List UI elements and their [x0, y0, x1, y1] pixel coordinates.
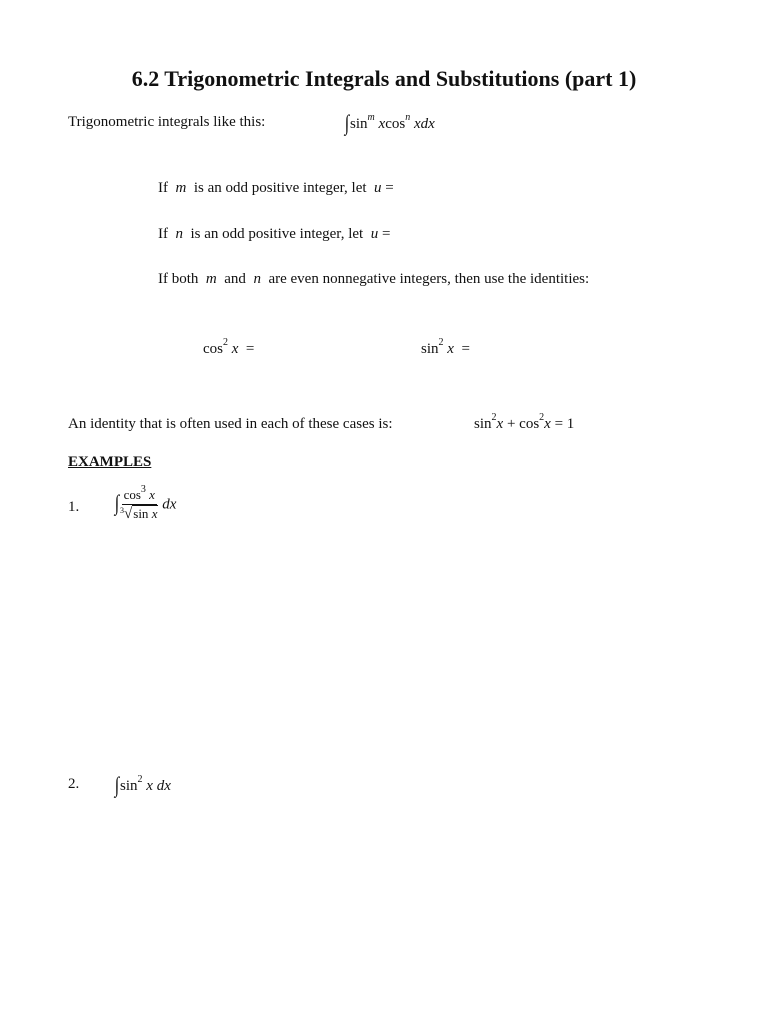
fraction-denominator: $^3$√sin x [120, 506, 158, 522]
cos-squared-identity: $\cos^2 x$ = [203, 337, 255, 357]
radical-icon: √ [124, 506, 133, 522]
example-1-number: 1. [68, 499, 80, 515]
pythagorean-identity: $\sin^2x + \cos^2x = 1$ [474, 412, 575, 432]
example-1-fraction [120, 483, 158, 523]
page-title: 6.2 Trigonometric Integrals and Substitutions (part 1) [131, 66, 637, 91]
sin-squared-identity: $\sin^2 x$ = [421, 337, 470, 357]
case-n-odd: If n is an odd positive integer, let u = [158, 226, 391, 242]
integral-expression: $\int\sin^m$ xcos$^n$ xdx [344, 110, 435, 135]
examples-heading: EXAMPLES [68, 454, 152, 470]
intro-label: Trigonometric integrals like this: [68, 114, 266, 130]
example-2-number: 2. [68, 776, 80, 792]
integral-sign-icon: ∫ [344, 110, 350, 135]
case-both-even: If both m and n are even nonnegative integers, then use the identities: [158, 271, 590, 287]
integral-sign-icon: ∫ [114, 772, 120, 797]
case-m-odd: If m is an odd positive integer, let u = [158, 180, 394, 196]
pythag-label: An identity that is often used in each of these cases is: [68, 416, 393, 432]
integral-sign-icon: ∫ [114, 490, 120, 516]
example-2-integral: $\int\sin^2$ x dx [114, 772, 171, 797]
fraction-numerator: $\cos^3 x$ [122, 487, 157, 505]
example-1-integral: ∫ $\frac{\cos^3 x}{^3√\sin x}$ dx [114, 483, 177, 522]
